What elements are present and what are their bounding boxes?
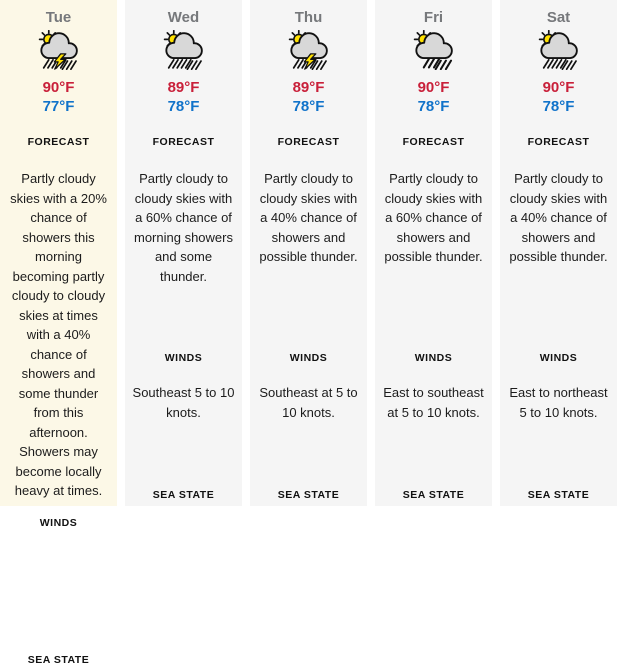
sea-state-section-label: SEA STATE — [402, 489, 465, 501]
forecast-text: Partly cloudy to cloudy skies with a 40% chance of showers and possible thunder. — [509, 171, 608, 264]
forecast-text: Partly cloudy to cloudy skies with a 60% chance of morning showers and some thunder. — [134, 171, 233, 284]
day-label: Wed — [167, 9, 200, 26]
high-temp: 90°F — [417, 79, 450, 96]
low-temp: 78°F — [167, 98, 200, 115]
sun-cloud-heavy-rain-icon — [531, 30, 587, 70]
low-temp: 78°F — [417, 98, 450, 115]
temperatures — [382, 78, 485, 116]
sea-state-section-label: SEA STATE — [152, 489, 215, 501]
winds-text: Southeast at 5 to 10 knots. — [259, 385, 358, 420]
forecast-day-card-thu — [250, 0, 367, 506]
winds-section-label: WINDS — [289, 352, 328, 364]
forecast-section-label: FORECAST — [527, 136, 590, 148]
winds-section-label: WINDS — [164, 352, 203, 364]
high-temp: 89°F — [292, 79, 325, 96]
high-temp: 90°F — [42, 79, 75, 96]
forecast-section-label: FORECAST — [277, 136, 340, 148]
forecast-text: Partly cloudy to cloudy skies with a 40% chance of showers and possible thunder. — [259, 171, 358, 264]
winds-text: East to southeast at 5 to 10 knots. — [383, 385, 484, 420]
forecast-day-card-wed — [125, 0, 242, 506]
day-label: Sat — [546, 9, 571, 26]
forecast-section-label: FORECAST — [152, 136, 215, 148]
low-temp: 78°F — [292, 98, 325, 115]
high-temp: 89°F — [167, 79, 200, 96]
low-temp: 77°F — [42, 98, 75, 115]
low-temp: 78°F — [542, 98, 575, 115]
winds-section-label: WINDS — [39, 516, 78, 529]
day-label: Thu — [294, 9, 323, 26]
day-label: Fri — [423, 9, 444, 26]
forecast-text: Partly cloudy skies with a 20% chance of showers this morning becoming partly cloudy to cloudy skies at times with a 40% chance of showers and some thunder from this afternoon. Showers may become locally heavy at times. — [10, 171, 107, 498]
day-label: Tue — [45, 9, 72, 26]
sun-cloud-rain-lightning-icon — [281, 30, 337, 70]
winds-section-label: WINDS — [539, 352, 578, 364]
forecast-section-label: FORECAST — [402, 136, 465, 148]
winds-text: Southeast 5 to 10 knots. — [132, 385, 235, 420]
forecast-text: Partly cloudy to cloudy skies with a 60% chance of showers and possible thunder. — [384, 171, 483, 264]
winds-text — [7, 548, 110, 638]
sun-cloud-rain-lightning-icon — [31, 30, 87, 70]
winds-section-label: WINDS — [414, 352, 453, 364]
high-temp: 90°F — [542, 79, 575, 96]
sun-cloud-showers-icon — [406, 30, 462, 70]
winds-text: East to northeast 5 to 10 knots. — [509, 385, 608, 420]
temperatures — [257, 78, 360, 116]
temperatures — [7, 78, 110, 116]
temperatures — [132, 78, 235, 116]
sea-state-section-label: SEA STATE — [27, 653, 90, 666]
forecast-section-label: FORECAST — [27, 136, 90, 148]
sea-state-section-label: SEA STATE — [527, 489, 590, 501]
forecast-day-card-fri — [375, 0, 492, 506]
forecast-day-card-tue — [0, 0, 117, 666]
sea-state-section-label: SEA STATE — [277, 489, 340, 501]
forecast-day-card-sat — [500, 0, 617, 506]
temperatures — [507, 78, 610, 116]
sun-cloud-heavy-rain-icon — [156, 30, 212, 70]
